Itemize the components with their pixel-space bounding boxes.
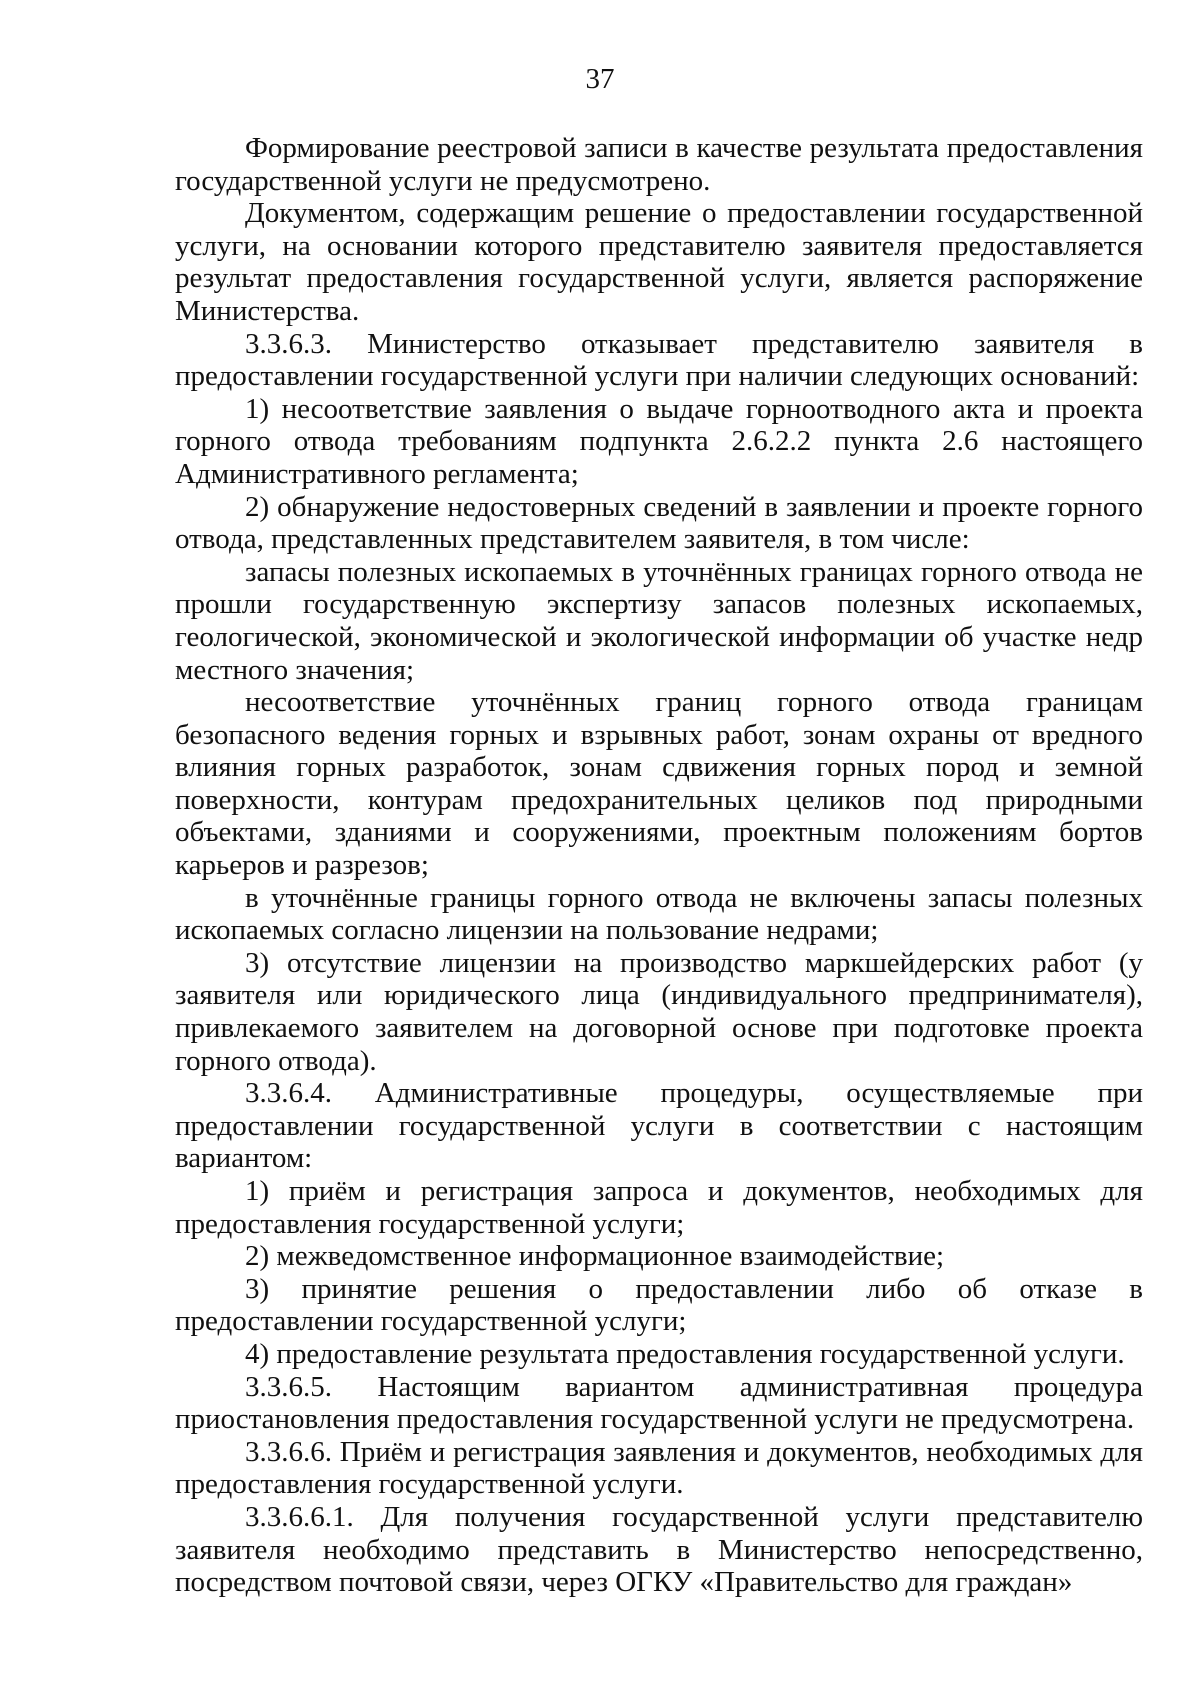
paragraph: запасы полезных ископаемых в уточнённых границах горного отвода не прошли государственную экспертизу запасов полезных ископаемых, геологической, экономической и экологической информации об участке недр местного значения; bbox=[175, 555, 1143, 686]
paragraph: 3.3.6.5. Настоящим вариантом административная процедура приостановления предоставления государственной услуги не предусмотрена. bbox=[175, 1370, 1143, 1436]
paragraph: 4) предоставление результата предоставления государственной услуги. bbox=[245, 1337, 1125, 1370]
paragraph: 2) обнаружение недостоверных сведений в заявлении и проекте горного отвода, представленных представителем заявителя, в том числе: bbox=[175, 490, 1143, 556]
paragraph: 3) принятие решения о предоставлении либо об отказе в предоставлении государственной услуги; bbox=[175, 1272, 1143, 1338]
paragraph: 2) межведомственное информационное взаимодействие; bbox=[245, 1240, 945, 1273]
paragraph: 3.3.6.6. Приём и регистрация заявления и документов, необходимых для предоставления государственной услуги. bbox=[175, 1435, 1143, 1501]
document-body bbox=[175, 132, 1143, 1599]
paragraph: 1) приём и регистрация запроса и документов, необходимых для предоставления государственной услуги; bbox=[175, 1175, 1143, 1240]
paragraph: 3.3.6.6.1. Для получения государственной услуги представителю заявителя необходимо представить в Министерство непосредственно, посредством почтовой связи, через ОГКУ «Правительство для граждан» bbox=[175, 1500, 1143, 1599]
paragraph: в уточнённые границы горного отвода не включены запасы полезных ископаемых согласно лицензии на пользование недрами; bbox=[175, 881, 1143, 947]
page-number: 37 bbox=[585, 63, 615, 95]
paragraph: несоответствие уточнённых границ горного отвода границам безопасного ведения горных и взрывных работ, зонам охраны от вредного влияния горных разработок, зонам сдвижения горных пород и земной поверхности, контурам предохранительных целиков под природными объектами, зданиями и сооружениями, проектным положениям бортов карьеров и разрезов; bbox=[175, 686, 1143, 882]
paragraph: 3) отсутствие лицензии на производство маркшейдерских работ (у заявителя или юридического лица (индивидуального предпринимателя), привлекаемого заявителем на договорной основе при подготовке проекта горного отвода). bbox=[175, 946, 1143, 1077]
paragraph: Формирование реестровой записи в качестве результата предоставления государственной услуги не предусмотрено. bbox=[175, 132, 1143, 197]
paragraph: 1) несоответствие заявления о выдаче горноотводного акта и проекта горного отвода требованиям подпункта 2.6.2.2 пункта 2.6 настоящего Административного регламента; bbox=[175, 392, 1143, 490]
paragraph: Документом, содержащим решение о предоставлении государственной услуги, на основании которого представителю заявителя предоставляется результат предоставления государственной услуги, является распоряжение Министерства. bbox=[175, 197, 1143, 327]
paragraph: 3.3.6.3. Министерство отказывает представителю заявителя в предоставлении государственной услуги при наличии следующих оснований: bbox=[175, 327, 1143, 393]
paragraph: 3.3.6.4. Административные процедуры, осуществляемые при предоставлении государственной услуги в соответствии с настоящим вариантом: bbox=[175, 1077, 1143, 1175]
